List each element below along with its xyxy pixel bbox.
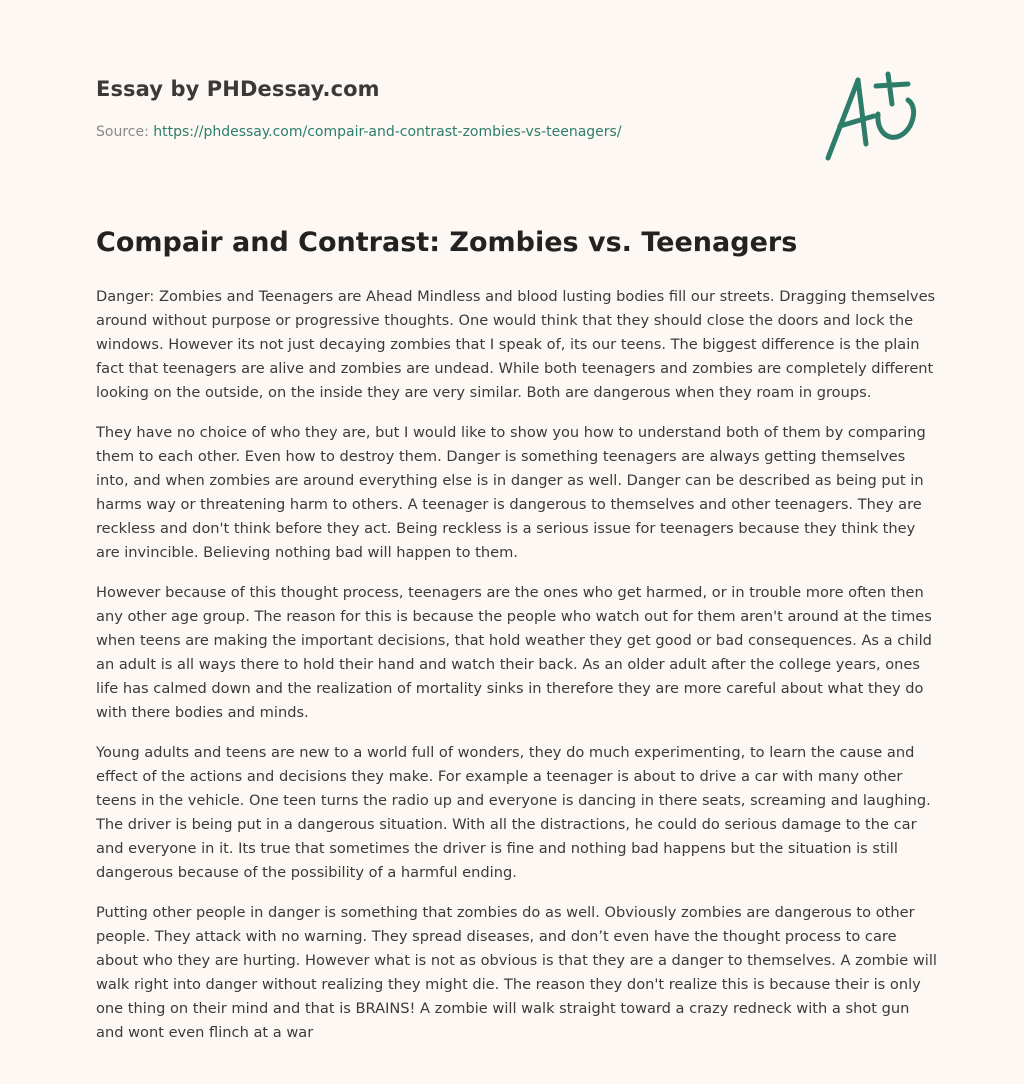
source-link[interactable]: https://phdessay.com/compair-and-contrast-zombies-vs-teenagers/	[153, 124, 622, 140]
essay-paragraph: Putting other people in danger is something that zombies do as well. Obviously zombies are dangerous to other people. They attack with no warning. They spread diseases, and don’t even have the thought process to care about who they are hurting. However what is not as obvious is that they are a danger to themselves. A zombie will walk right into danger without realizing they might die. The reason they don't realize this is because their is only one thing on their mind and that is BRAINS! A zombie will walk straight toward a crazy redneck with a shot gun and wont even flinch at a war	[96, 904, 937, 1041]
essay-paragraph: Danger: Zombies and Teenagers are Ahead Mindless and blood lusting bodies fill our streets. Dragging themselves around without purpose or progressive thoughts. One would think that they should close the doors and lock the windows. However its not just decaying zombies that I speak of, its our teens. The biggest difference is the plain fact that teenagers are alive and zombies are undead. While both teenagers and zombies are completely different looking on the outside, on the inside they are very similar. Both are dangerous when they roam in groups.	[96, 288, 936, 401]
essay-body	[96, 285, 938, 1061]
essay-paragraph: They have no choice of who they are, but I would like to show you how to understand both of them by comparing them to each other. Even how to destroy them. Danger is something teenagers are always getting themselves into, and when zombies are around everything else is in danger as well. Danger can be described as being put in harms way or threatening harm to others. A teenager is dangerous to themselves and other teenagers. They are reckless and don't think before they act. Being reckless is a serious issue for teenagers because they think they are invincible. Believing nothing bad will happen to them.	[96, 424, 926, 561]
source-line	[96, 124, 622, 140]
a-plus-logo-icon	[818, 66, 928, 166]
essay-paragraph: However because of this thought process, teenagers are the ones who get harmed, or in trouble more often then any other age group. The reason for this is because the people who watch out for them aren't around at the times when teens are making the important decisions, that hold weather they get good or bad consequences. As a child an adult is all ways there to hold their hand and watch their back. As an older adult after the college years, ones life has calmed down and the realization of mortality sinks in therefore they are more careful about what they do with there bodies and minds.	[96, 584, 932, 721]
essay-paragraph: Young adults and teens are new to a world full of wonders, they do much experimenting, to learn the cause and effect of the actions and decisions they make. For example a teenager is about to drive a car with many other teens in the vehicle. One teen turns the radio up and everyone is dancing in there seats, screaming and laughing. The driver is being put in a dangerous situation. With all the distractions, he could do serious damage to the car and everyone in it. Its true that sometimes the driver is fine and nothing bad happens but the situation is still dangerous because of the possibility of a harmful ending.	[96, 744, 931, 881]
essay-title: Compair and Contrast: Zombies vs. Teenagers	[96, 227, 798, 258]
site-brand: Essay by PHDessay.com	[96, 77, 380, 101]
source-label: Source:	[96, 124, 149, 140]
